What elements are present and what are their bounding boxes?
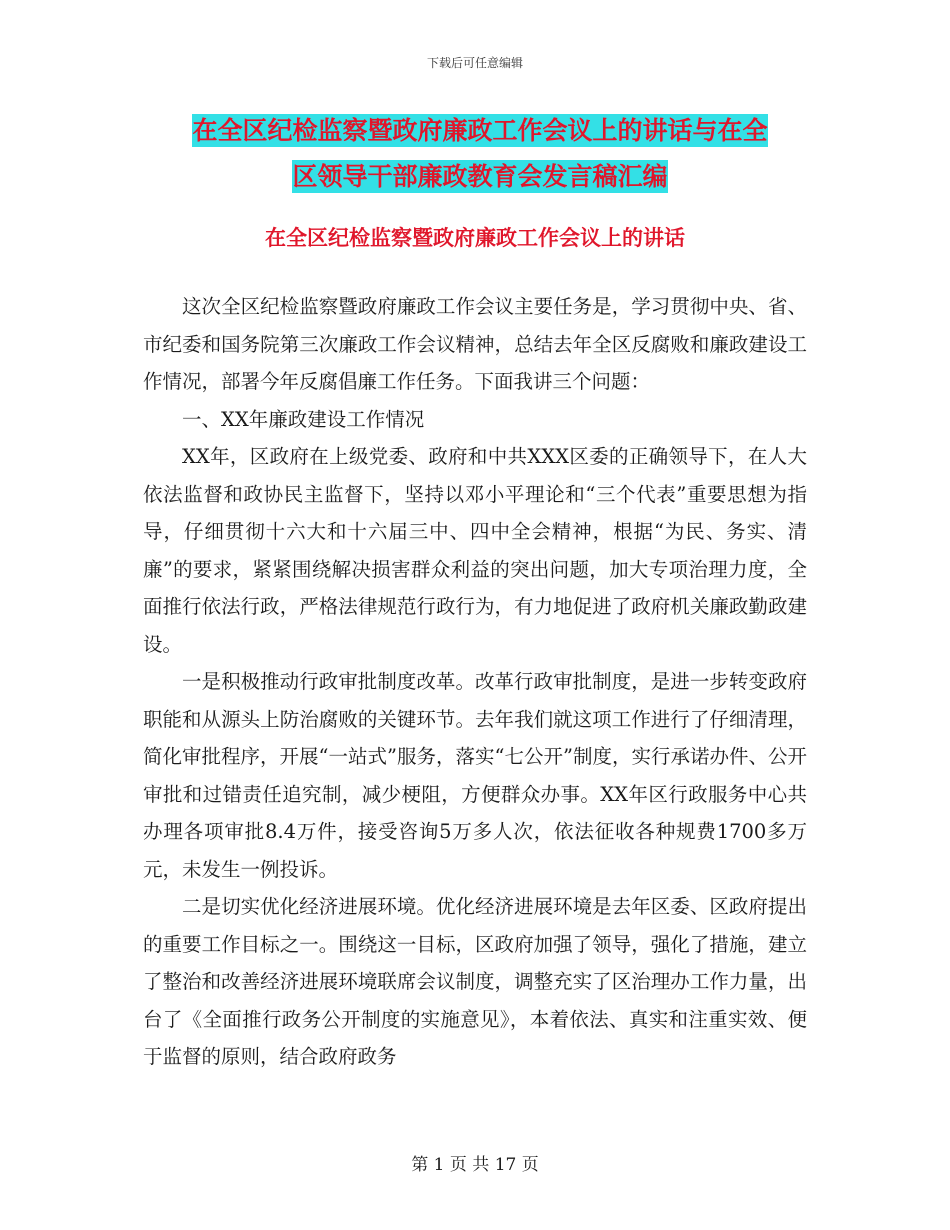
paragraph: 二是切实优化经济进展环境。优化经济进展环境是去年区委、区政府提出的重要工作目标之一。围绕这一目标，区政府加强了领导，强化了措施，建立了整治和改善经济进展环境联席会议制度，调整充实了区治理办工作力量，出台了《全面推行政务公开制度的实施意见》，本着依法、真实和注重实效、便于监督的原则，结合政府政务: [143, 895, 807, 1068]
page-footer: 第 1 页 共 17 页: [411, 1155, 539, 1175]
section-title: 在全区纪检监察暨政府廉政工作会议上的讲话: [265, 226, 685, 250]
document-title-line-1: 在全区纪检监察暨政府廉政工作会议上的讲话与在全: [192, 116, 768, 145]
paragraph-heading: 一、XX年廉政建设工作情况: [182, 407, 425, 431]
document-body: [143, 288, 807, 1076]
document-title: [150, 108, 810, 200]
document-title-line-2: 区领导干部廉政教育会发言稿汇编: [292, 162, 668, 191]
paragraph: 这次全区纪检监察暨政府廉政工作会议主要任务是，学习贯彻中央、省、市纪委和国务院第三次廉政工作会议精神，总结去年全区反腐败和廉政建设工作情况，部署今年反腐倡廉工作任务。下面我讲三个问题：: [143, 295, 807, 393]
paragraph: 一是积极推动行政审批制度改革。改革行政审批制度，是进一步转变政府职能和从源头上防治腐败的关键环节。去年我们就这项工作进行了仔细清理，简化审批程序，开展“一站式”服务，落实“七公开”制度，实行承诺办件、公开审批和过错责任追究制，减少梗阻，方便群众办事。XX年区行政服务中心共办理各项审批8.4万件，接受咨询5万多人次，依法征收各种规费1700多万元，未发生一例投诉。: [143, 670, 807, 881]
page-header-note: 下载后可任意编辑: [426, 56, 523, 70]
paragraph: XX年，区政府在上级党委、政府和中共XXX区委的正确领导下，在人大依法监督和政协民主监督下，坚持以邓小平理论和“三个代表”重要思想为指导，仔细贯彻十六大和十六届三中、四中全会精神，根据“为民、务实、清廉”的要求，紧紧围绕解决损害群众利益的突出问题，加大专项治理力度，全面推行依法行政，严格法律规范行政行为，有力地促进了政府机关廉政勤政建设。: [143, 445, 807, 656]
